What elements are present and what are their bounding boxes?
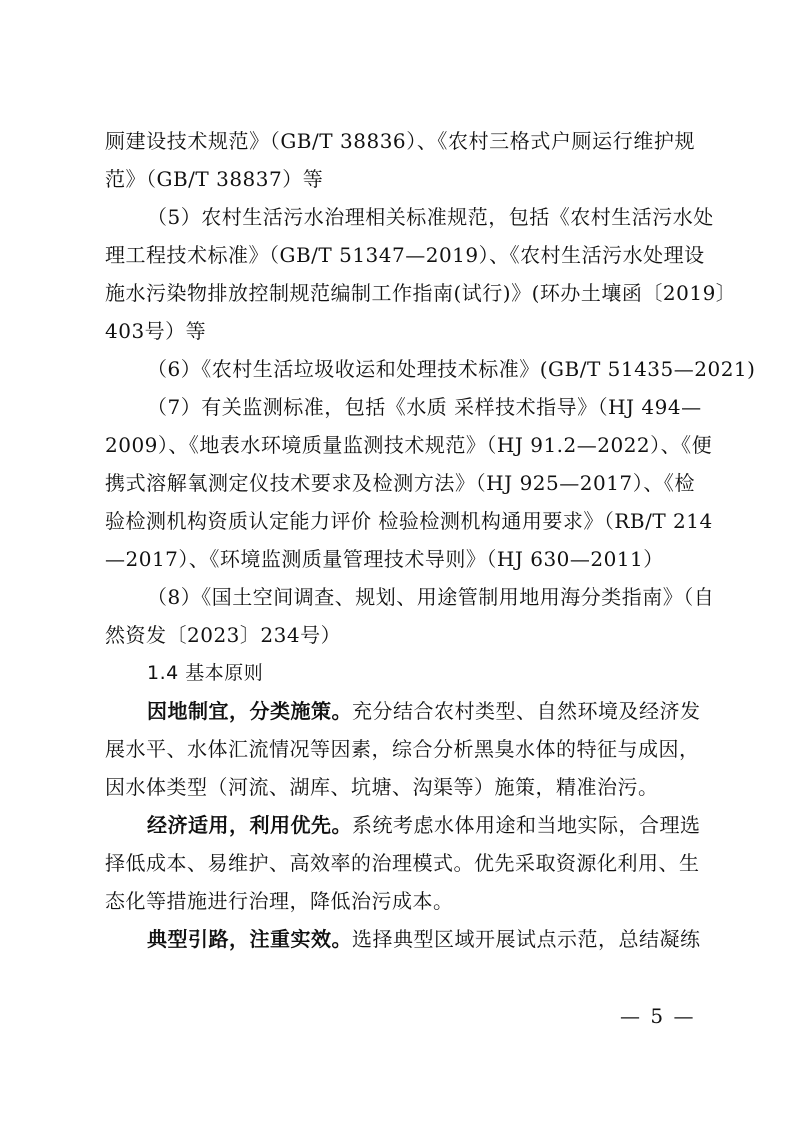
line-text: （7）有关监测标准，包括《水质 采样技术指导》（HJ 494— bbox=[147, 395, 702, 419]
line-text: （6）《农村生活垃圾收运和处理技术标准》(GB/T 51435—2021) bbox=[147, 357, 756, 381]
bold-lead-phrase: 因地制宜，分类施策。 bbox=[147, 699, 352, 723]
page-number: — 5 — bbox=[620, 1004, 696, 1028]
bold-lead-phrase: 典型引路，注重实效。 bbox=[147, 927, 352, 951]
text-line bbox=[105, 316, 695, 346]
line-text: 选择典型区域开展试点示范，总结凝练 bbox=[352, 927, 701, 951]
text-line bbox=[147, 392, 702, 422]
line-text: 厕建设技术规范》（GB/T 38836）、《农村三格式户厕运行维护规 bbox=[105, 129, 695, 153]
text-line bbox=[105, 886, 695, 916]
line-text: 择低成本、易维护、高效率的治理模式。优先采取资源化利用、生 bbox=[105, 851, 700, 875]
line-text: 1.4 基本原则 bbox=[147, 662, 264, 684]
line-text: 因水体类型（河流、湖库、坑塘、沟渠等）施策，精准治污。 bbox=[105, 775, 659, 799]
line-text: 施水污染物排放控制规范编制工作指南(试行)》(环办土壤函〔2019〕 bbox=[105, 281, 737, 305]
text-line bbox=[105, 544, 695, 574]
text-line bbox=[147, 810, 701, 840]
text-line bbox=[147, 354, 756, 384]
text-line bbox=[105, 164, 695, 194]
text-line bbox=[105, 848, 700, 878]
line-text: 验检测机构资质认定能力评价 检验检测机构通用要求》（RB/T 214 bbox=[105, 509, 713, 533]
line-text: 展水平、水体汇流情况等因素，综合分析黑臭水体的特征与成因， bbox=[105, 737, 700, 761]
line-text: 系统考虑水体用途和当地实际，合理选 bbox=[352, 813, 701, 837]
line-text: 然资发〔2023〕234号） bbox=[105, 623, 342, 647]
text-line bbox=[105, 468, 695, 498]
line-text: —2017）、《环境监测质量管理技术导则》（HJ 630—2011） bbox=[105, 547, 664, 571]
text-line bbox=[105, 734, 700, 764]
line-text: 403号）等 bbox=[105, 319, 207, 343]
line-text: 2009）、《地表水环境质量监测技术规范》（HJ 91.2—2022）、《便 bbox=[105, 433, 713, 457]
bold-lead-phrase: 经济适用，利用优先。 bbox=[147, 813, 352, 837]
text-line bbox=[147, 582, 715, 612]
text-line bbox=[147, 924, 701, 954]
text-line bbox=[105, 240, 705, 270]
line-text: 携式溶解氧测定仪技术要求及检测方法》（HJ 925—2017）、《检 bbox=[105, 471, 695, 495]
line-text: 充分结合农村类型、自然环境及经济发 bbox=[352, 699, 701, 723]
line-text: 理工程技术标准》（GB/T 51347—2019）、《农村生活污水处理设 bbox=[105, 243, 705, 267]
text-line bbox=[105, 506, 713, 536]
text-line bbox=[105, 772, 695, 802]
line-text: 范》（GB/T 38837）等 bbox=[105, 167, 324, 191]
text-line bbox=[105, 620, 695, 650]
text-line bbox=[147, 202, 714, 232]
section-heading bbox=[147, 658, 695, 688]
text-line bbox=[105, 430, 713, 460]
line-text: （5）农村生活污水治理相关标准规范，包括《农村生活污水处 bbox=[147, 205, 714, 229]
text-line bbox=[105, 278, 737, 308]
text-line bbox=[105, 126, 695, 156]
text-line bbox=[147, 696, 701, 726]
line-text: （8）《国土空间调查、规划、用途管制用地用海分类指南》（自 bbox=[147, 585, 715, 609]
line-text: 态化等措施进行治理，降低治污成本。 bbox=[105, 889, 454, 913]
